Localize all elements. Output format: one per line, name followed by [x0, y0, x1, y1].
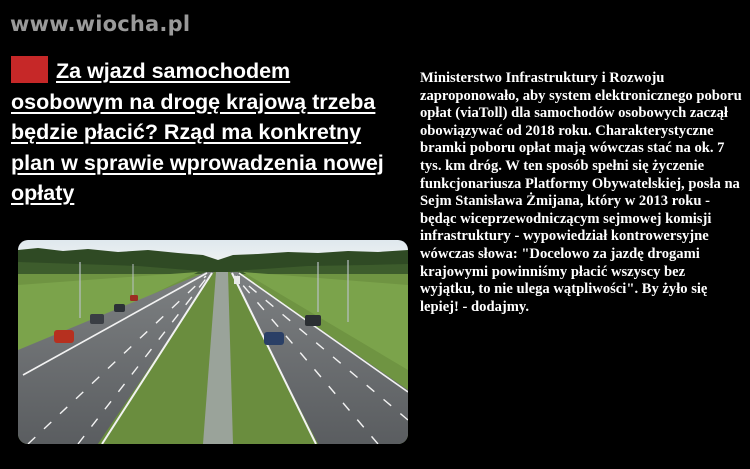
site-watermark: www.wiocha.pl [10, 12, 191, 36]
article-text: Ministerstwo Infrastruktury i Rozwoju zaproponowało, aby system elektronicznego poboru opłat (viaToll) dla samochodów osobowych zaczął obowiązywać od 2018 roku. Charakterystyczne bramki poboru opłat mają wówczas stać na ok. 7 tys. km dróg. W ten sposób spełni się życzenie funkcjonariusza Platformy Obywatelskiej, posła na Sejm Stanisława Żmijana, który w 2013 roku - będąc wiceprzewodniczącym sejmowej komisji infrastruktury - wypowiedział kontrowersyjne wówczas słowa: "Docelowo za jazdę drogami krajowymi powinniśmy płacić wszyscy bez wyjątku, to nie ulega wątpliwości". By żyło się lepiej! - dodajmy. [420, 70, 742, 315]
highway-photo [18, 240, 408, 444]
headline[interactable]: Za wjazd samochodem osobowym na drogę krajową trzeba będzie płacić? Rząd ma konkretny plan w sprawie wprowadzenia nowej opłaty [11, 59, 384, 205]
